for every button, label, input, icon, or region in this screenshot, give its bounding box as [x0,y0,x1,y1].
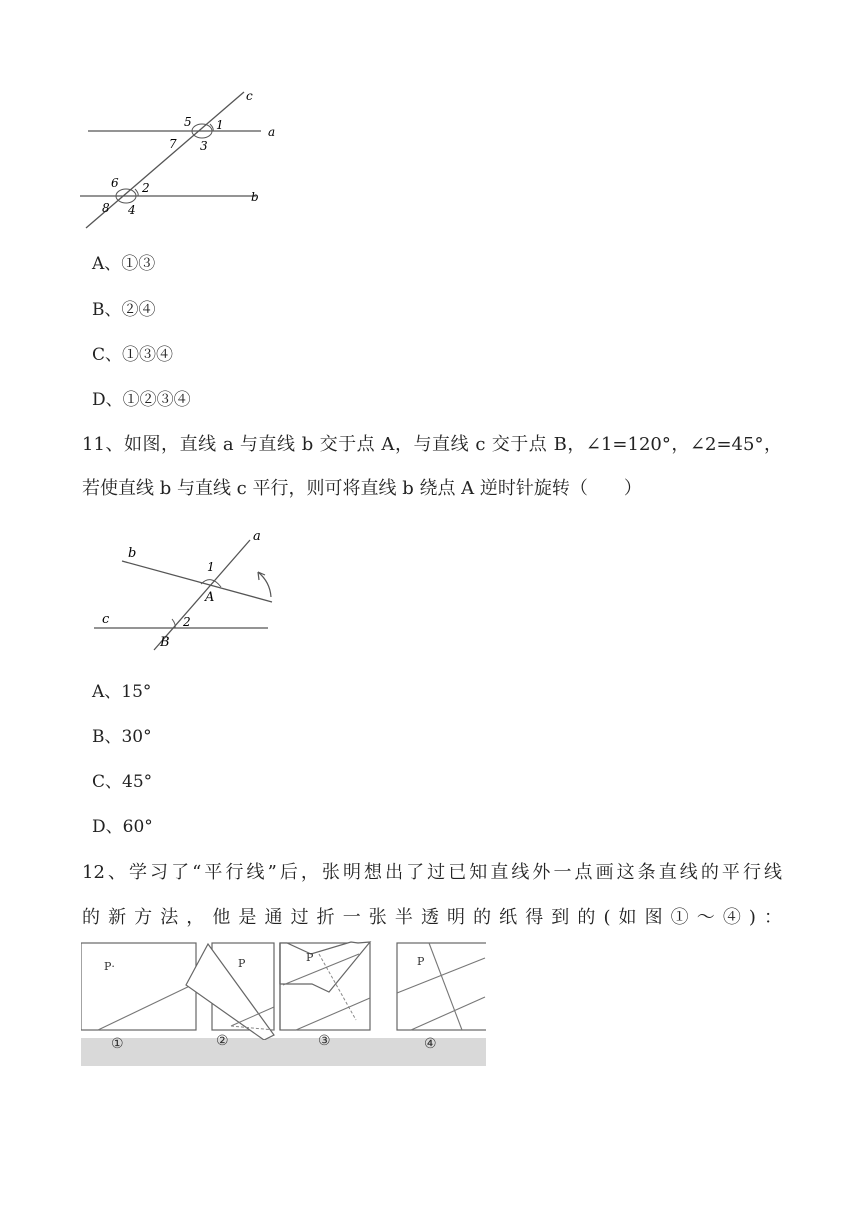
q11-option-a: A、15° [92,682,152,702]
label-b: b [251,190,259,204]
panel-label-2: ② [216,1033,229,1049]
point-label-A: A [205,590,215,605]
label-b: b [128,546,137,561]
q11-option-b: B、30° [92,727,152,747]
rotation-figure [88,526,288,656]
label-a: a [253,529,261,544]
label-c: c [246,89,253,103]
q12-text-line-1: 12、学习了“平行线”后，张明想出了过已知直线外一点画这条直线的平行线 [82,862,782,883]
angle-label-8: 8 [102,201,110,215]
line-a [154,540,250,650]
angle-label-2: 2 [142,181,150,195]
q11-text-line-1: 11、如图，直线 a 与直线 b 交于点 A，与直线 c 交于点 B，∠1=120°，∠2=45°， [82,434,782,455]
panel-3-point-p: P [306,951,314,964]
rotation-arrow-icon [258,572,271,597]
folding-panels-figure [81,940,486,1040]
panel-label-3: ③ [318,1033,331,1049]
line-c [86,92,244,228]
q10-option-d: D、①②③④ [92,390,191,410]
panel-2 [186,943,274,1040]
panel-1-point-p: P· [104,960,115,973]
q11-option-c: C、45° [92,772,153,792]
angle-label-7: 7 [169,137,177,151]
angle-label-4: 4 [128,203,136,217]
panel-label-4: ④ [424,1036,437,1052]
angle-label-3: 3 [200,139,208,153]
panel-2-point-p: P [238,957,246,970]
point-label-B: B [160,635,170,650]
parallel-lines-transversal-figure [78,86,288,236]
angle-label-6: 6 [111,176,119,190]
angle-label-1: 1 [207,560,215,574]
panel-label-1: ① [111,1036,124,1052]
angle-label-1: 1 [216,118,224,132]
label-a: a [268,125,276,139]
label-c: c [102,612,110,627]
panel-4 [397,943,486,1030]
q10-option-b: B、②④ [92,300,156,320]
angle-label-2: 2 [183,615,191,629]
q10-option-a: A、①③ [92,254,156,274]
q11-text-line-2: 若使直线 b 与直线 c 平行，则可将直线 b 绕点 A 逆时针旋转（ ） [82,478,642,499]
q11-option-d: D、60° [92,817,153,837]
panel-1 [81,943,196,1030]
line-b [122,561,272,602]
q10-option-c: C、①③④ [92,345,174,365]
q12-text-line-2: 的新方法，他是通过折一张半透明的纸得到的(如图①～④)： [82,907,782,928]
panel-3 [280,942,370,1030]
angle-label-5: 5 [184,115,192,129]
panel-4-point-p: P [417,955,425,968]
